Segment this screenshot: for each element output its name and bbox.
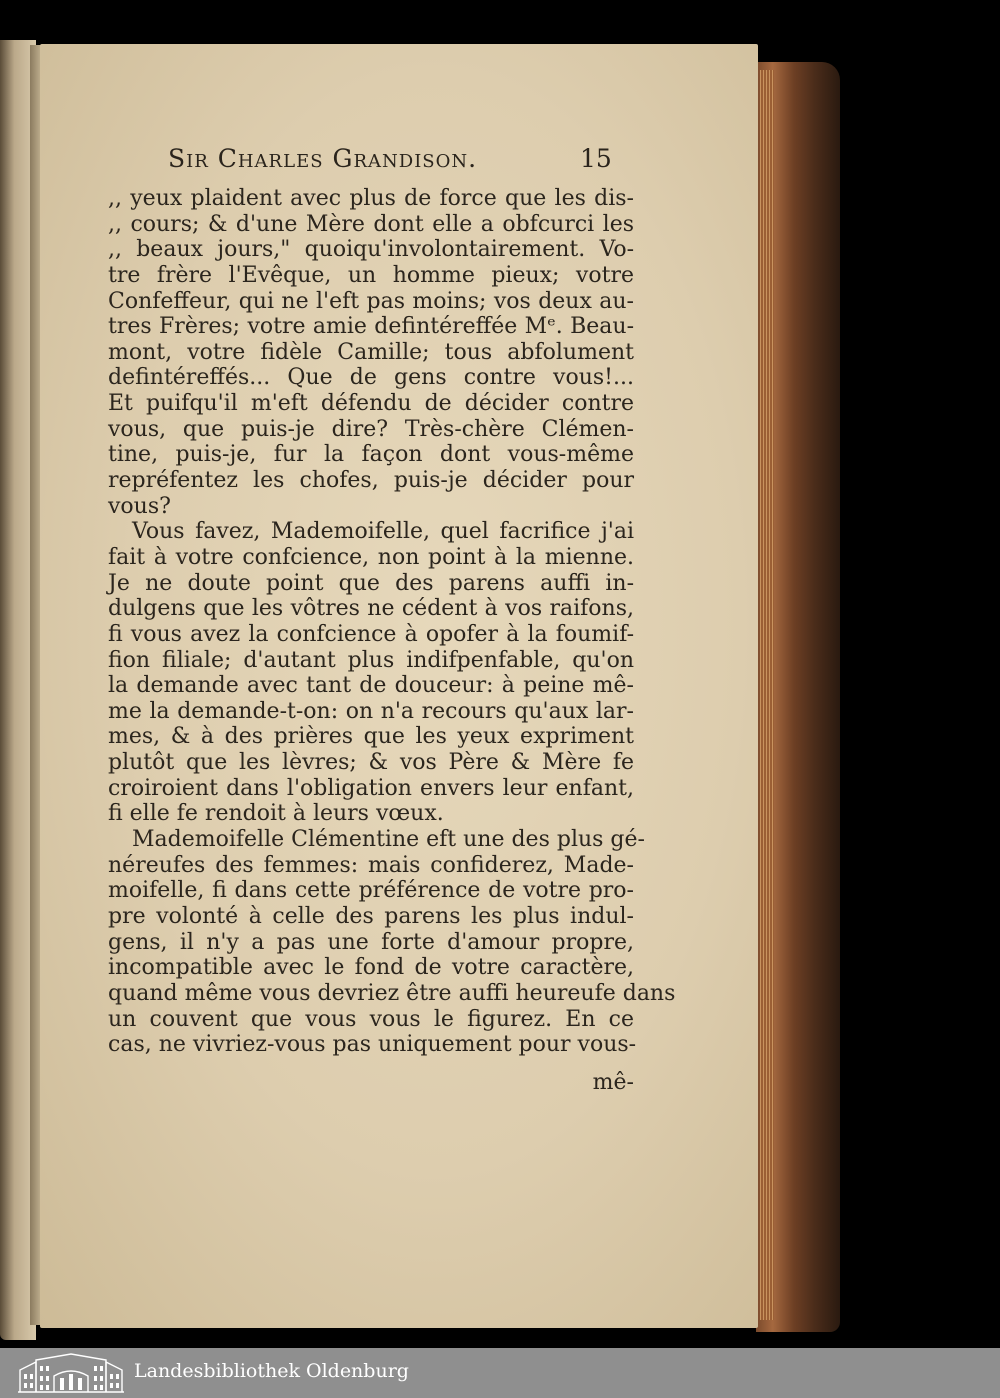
text-line: ,, beaux jours," quoiqu'involontairement. Vo- [108,237,634,263]
page-number: 15 [580,144,612,173]
library-logo-icon [16,1352,126,1394]
text-line: la demande avec tant de douceur: à peine mê- [108,673,634,699]
text-line: pre volonté à celle des parens les plus indul- [108,903,634,929]
catchword: mê- [592,1070,634,1095]
text-line: tres Frères; votre amie defintéreffée Mᵉ. Beau- [108,314,634,340]
text-line: fi elle fe rendoit à leurs vœux. [108,801,444,827]
text-line: Confeffeur, qui ne l'eft pas moins; vos deux au- [108,288,634,314]
page-edges [760,70,774,1320]
running-head: Sir Charles Grandison. [168,144,478,173]
text-line: repréfentez les chofes, puis-je décider pour [108,468,634,494]
text-line: fion filiale; d'autant plus indifpenfable, qu'on [108,647,634,673]
text-line: mont, votre fidèle Camille; tous abfolument [108,339,634,365]
text-line: fait à votre confcience, non point à la mienne. [108,544,634,570]
text-line: mes, & à des prières que les yeux expriment [108,724,634,750]
text-line: me la demande-t-on: on n'a recours qu'aux lar- [108,698,634,724]
text-line: plutôt que les lèvres; & vos Père & Mère fe [108,750,634,776]
body-text [108,186,676,1058]
text-line: fi vous avez la confcience à opofer à la foumif- [108,621,634,647]
text-line: Vous favez, Mademoifelle, quel facrifice j'ai [132,519,634,545]
text-line: néreufes des femmes: mais confiderez, Made- [108,852,634,878]
text-line: ,, yeux plaident avec plus de force que les dis- [108,186,634,211]
text-line: dulgens que les vôtres ne cédent à vos raifons, [108,596,634,622]
text-line: cas, ne vivriez-vous pas uniquement pour vous- [108,1032,637,1058]
text-line: incompatible avec le fond de votre caractère, [108,955,634,981]
footer-bar [0,1348,1000,1398]
text-line: Et puifqu'il m'eft défendu de décider contre [108,391,634,417]
text-line: moifelle, fi dans cette préférence de votre pro- [108,878,634,904]
text-line: vous, que puis-je dire? Très-chère Clémen- [108,416,634,442]
text-line: vous? [108,493,171,519]
text-line: tre frère l'Evêque, un homme pieux; votre [108,262,634,288]
text-line: tine, puis-je, fur la façon dont vous-même [108,442,634,468]
text-line: gens, il n'y a pas une forte d'amour propre, [108,929,634,955]
text-line: ,, cours; & d'une Mère dont elle a obfcurci les [108,211,634,237]
text-line: croiroient dans l'obligation envers leur enfant, [108,775,634,801]
text-line: defintéreffés... Que de gens contre vous!... [108,365,634,391]
text-line: Mademoifelle Clémentine eft une des plus gé- [132,827,645,853]
institution-name: Landesbibliothek Oldenburg [134,1360,409,1382]
text-line: quand même vous devriez être auffi heureufe dans [108,980,676,1006]
text-line: Je ne doute point que des parens auffi in- [108,570,634,596]
text-line: un couvent que vous vous le figurez. En ce [108,1006,634,1032]
